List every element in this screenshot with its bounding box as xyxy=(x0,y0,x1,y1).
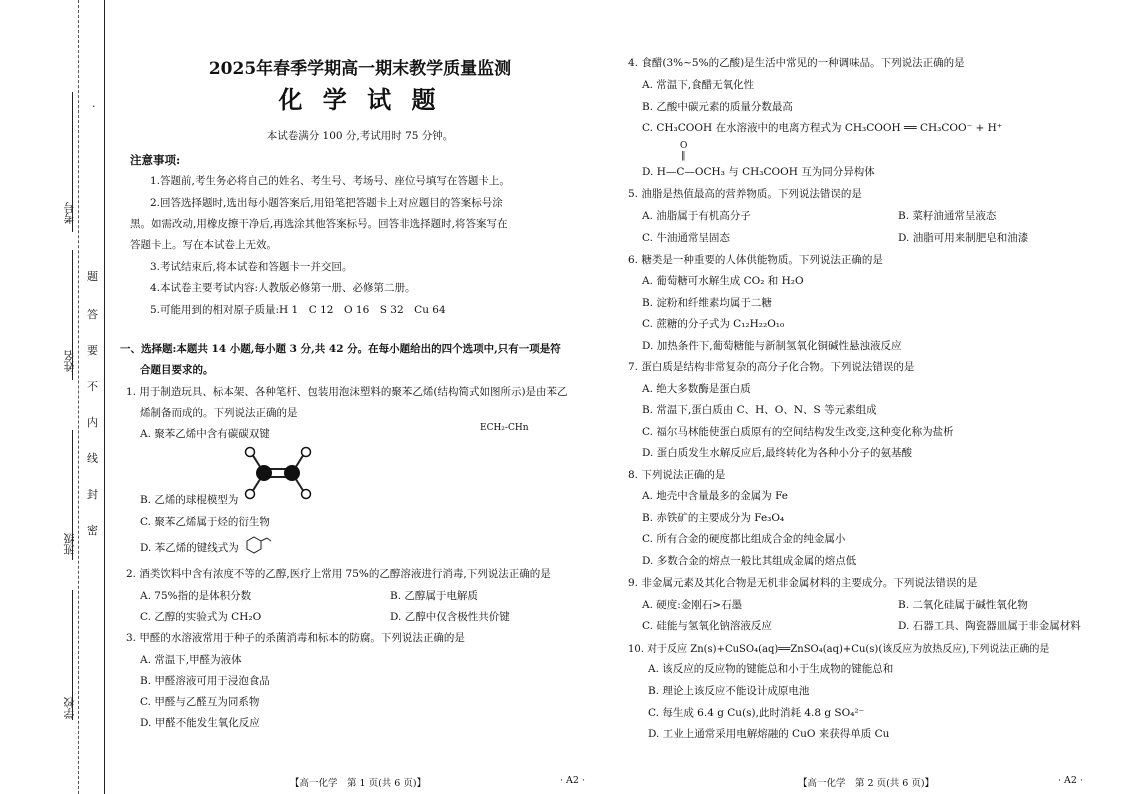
note-line: 3.考试结束后,将本试卷和答题卡一并交回。 xyxy=(150,261,353,273)
q3-option-d: D. 甲醛不能发生氧化反应 xyxy=(140,717,260,729)
seal-char: 线 xyxy=(87,452,98,465)
seal-char: 答 xyxy=(87,308,98,321)
seal-char: 封 xyxy=(87,488,98,501)
q9-option-c: C. 硅能与氢氧化钠溶液反应 xyxy=(642,620,772,632)
q5-option-d: D. 油脂可用来制肥皂和油漆 xyxy=(898,232,1029,244)
question-2-stem: 2. 酒类饮料中含有浓度不等的乙醇,医疗上常用 75%的乙醇溶液进行消毒,下列说法正确的是 xyxy=(126,568,551,580)
subject-title: 化 学 试 题 xyxy=(278,85,442,114)
q9-option-b: B. 二氧化硅属于碱性氧化物 xyxy=(898,599,1028,611)
q1-option-b: B. 乙烯的球棍模型为 xyxy=(140,494,239,506)
q2-option-c: C. 乙醇的实验式为 CH₂O xyxy=(140,611,262,623)
question-1-stem-cont: 烯制备而成的。下列说法正确的是 xyxy=(140,407,298,419)
q5-option-a: A. 油脂属于有机高分子 xyxy=(642,210,751,222)
q4-option-d: D. H—C—OCH₃ 与 CH₃COOH 互为同分异构体 xyxy=(642,166,875,178)
q7-option-b: B. 常温下,蛋白质由 C、H、O、N、S 等元素组成 xyxy=(642,404,877,416)
school-label: 学校 xyxy=(63,697,76,719)
q4-option-a: A. 常温下,食醋无氧化性 xyxy=(642,79,755,91)
seal-dot: · xyxy=(92,100,96,113)
q8-option-c: C. 所有合金的硬度都比组成合金的纯金属小 xyxy=(642,533,846,545)
q9-option-a: A. 硬度:金刚石>石墨 xyxy=(642,599,743,611)
q5-option-b: B. 菜籽油通常呈液态 xyxy=(898,210,997,222)
polystyrene-formula: ECH₂-CH⁠⁠n xyxy=(480,423,529,433)
q2-option-b: B. 乙醇属于电解质 xyxy=(390,590,478,602)
q7-option-c: C. 福尔马林能使蛋白质原有的空间结构发生改变,这种变化称为盐析 xyxy=(642,426,954,438)
name-field[interactable] xyxy=(72,250,73,380)
question-6-stem: 6. 糖类是一种重要的人体供能物质。下列说法正确的是 xyxy=(628,254,883,266)
page-1-footer: 【高一化学 第 1 页(共 6 页)】 xyxy=(290,778,427,789)
q10-option-b: B. 理论上该反应不能设计成原电池 xyxy=(648,685,810,697)
question-1-stem: 1. 用于制造玩具、标本架、各种笔杆、包装用泡沫塑料的聚苯乙烯(结构简式如图所示)是由苯乙 xyxy=(126,386,568,398)
q1-option-c: C. 聚苯乙烯属于烃的衍生物 xyxy=(140,516,270,528)
q5-option-c: C. 牛油通常呈固态 xyxy=(642,232,730,244)
ethylene-ball-stick-model xyxy=(238,440,318,506)
page-2-footer: 【高一化学 第 2 页(共 6 页)】 xyxy=(798,778,935,789)
question-4-stem: 4. 食醋(3%~5%的乙酸)是生活中常见的一种调味品。下列说法正确的是 xyxy=(628,57,965,69)
q9-option-d: D. 石器工具、陶瓷器皿属于非金属材料 xyxy=(898,620,1081,632)
q6-option-a: A. 葡萄糖可水解生成 CO₂ 和 H₂O xyxy=(642,275,804,287)
question-9-stem: 9. 非金属元素及其化合物是无机非金属材料的主要成分。下列说法错误的是 xyxy=(628,577,978,589)
question-3-stem: 3. 甲醛的水溶液常用于种子的杀菌消毒和标本的防腐。下列说法正确的是 xyxy=(126,632,465,644)
note-line: 答题卡上。写在本试卷上无效。 xyxy=(130,239,277,251)
class-label: 班级 xyxy=(63,533,76,555)
q8-option-d: D. 多数合金的熔点一般比其组成金属的熔点低 xyxy=(642,555,857,567)
note-line: 5.可能用到的相对原子质量:H 1 C 12 O 16 S 32 Cu 64 xyxy=(150,304,446,316)
note-line: 黑。如需改动,用橡皮擦干净后,再选涂其他答案标号。回答非选择题时,将答案写在 xyxy=(130,218,508,230)
q10-option-a: A. 该反应的反应物的键能总和小于生成物的键能总和 xyxy=(648,663,894,675)
seal-char: 内 xyxy=(87,416,98,429)
seal-dashed-line xyxy=(78,0,79,794)
q2-option-a: A. 75%指的是体积分数 xyxy=(140,590,252,602)
q6-option-c: C. 蔗糖的分子式为 C₁₂H₂₂O₁₀ xyxy=(642,318,785,330)
q4-d-carbonyl-o: O xyxy=(680,141,688,151)
q1-option-d: D. 苯乙烯的键线式为 xyxy=(140,542,239,554)
note-line: 1.答题前,考生务必将自己的姓名、考生号、考场号、座位号填写在答题卡上。 xyxy=(150,175,510,187)
q3-option-b: B. 甲醛溶液可用于浸泡食品 xyxy=(140,675,270,687)
q8-option-a: A. 地壳中含量最多的金属为 Fe xyxy=(642,490,789,502)
styrene-line-structure xyxy=(246,536,272,554)
name-label: 姓名 xyxy=(63,350,76,372)
q4-option-c: C. CH₃COOH 在水溶液中的电离方程式为 CH₃COOH ══ CH₃COO⁻ + H⁺ xyxy=(642,122,1003,134)
q3-option-c: C. 甲醛与乙醛互为同系物 xyxy=(140,696,260,708)
q10-option-d: D. 工业上通常采用电解熔融的 CuO 来获得单质 Cu xyxy=(648,728,890,740)
q7-option-d: D. 蛋白质发生水解反应后,最终转化为各种小分子的氨基酸 xyxy=(642,447,913,459)
q3-option-a: A. 常温下,甲醛为液体 xyxy=(140,654,242,666)
q2-option-d: D. 乙醇中仅含极性共价键 xyxy=(390,611,510,623)
section-heading-cont: 合题目要求的。 xyxy=(140,364,214,376)
seal-char: 不 xyxy=(87,380,98,393)
notes-heading: 注意事项: xyxy=(130,153,181,167)
binding-border-line xyxy=(104,0,105,794)
exam-number-field[interactable] xyxy=(72,92,73,232)
question-5-stem: 5. 油脂是热值最高的营养物质。下列说法错误的是 xyxy=(628,188,862,200)
note-line: 4.本试卷主要考试内容:人教版必修第一册、必修第二册。 xyxy=(150,282,416,294)
q1-option-a: A. 聚苯乙烯中含有碳碳双键 xyxy=(140,428,270,440)
binding-margin xyxy=(0,0,112,794)
q6-option-b: B. 淀粉和纤维素均属于二糖 xyxy=(642,297,772,309)
page-2-code: · A2 · xyxy=(1058,775,1083,786)
seal-char: 密 xyxy=(87,524,98,537)
seal-char: 题 xyxy=(87,270,98,283)
class-field[interactable] xyxy=(72,430,73,560)
page-1-code: · A2 · xyxy=(560,775,585,786)
question-8-stem: 8. 下列说法正确的是 xyxy=(628,469,726,481)
q10-option-c: C. 每生成 6.4 g Cu(s),此时消耗 4.8 g SO₄²⁻ xyxy=(648,707,865,719)
school-field[interactable] xyxy=(72,590,73,720)
exam-info: 本试卷满分 100 分,考试用时 75 分钟。 xyxy=(266,130,454,142)
exam-title: 2025年春季学期高一期末教学质量监测 xyxy=(208,59,512,79)
question-10-stem: 10. 对于反应 Zn(s)+CuSO₄(aq)══ZnSO₄(aq)+Cu(s)(该反应为放热反应),下列说法正确的是 xyxy=(628,644,1050,655)
seal-char: 要 xyxy=(87,344,98,357)
note-line: 2.回答选择题时,选出每小题答案后,用铅笔把答题卡上对应题目的答案标号涂 xyxy=(150,197,503,209)
q6-option-d: D. 加热条件下,葡萄糖能与新制氢氧化铜碱性悬浊液反应 xyxy=(642,340,902,352)
question-7-stem: 7. 蛋白质是结构非常复杂的高分子化合物。下列说法错误的是 xyxy=(628,361,915,373)
section-heading: 一、选择题:本题共 14 小题,每小题 3 分,共 42 分。在每小题给出的四个选项中,只有一项是符 xyxy=(120,343,561,355)
q7-option-a: A. 绝大多数酶是蛋白质 xyxy=(642,383,751,395)
exam-number-label: 考号 xyxy=(63,202,76,224)
q8-option-b: B. 赤铁矿的主要成分为 Fe₃O₄ xyxy=(642,512,785,524)
q4-option-b: B. 乙酸中碳元素的质量分数最高 xyxy=(642,101,793,113)
q4-d-double-bond: ‖ xyxy=(681,151,686,161)
